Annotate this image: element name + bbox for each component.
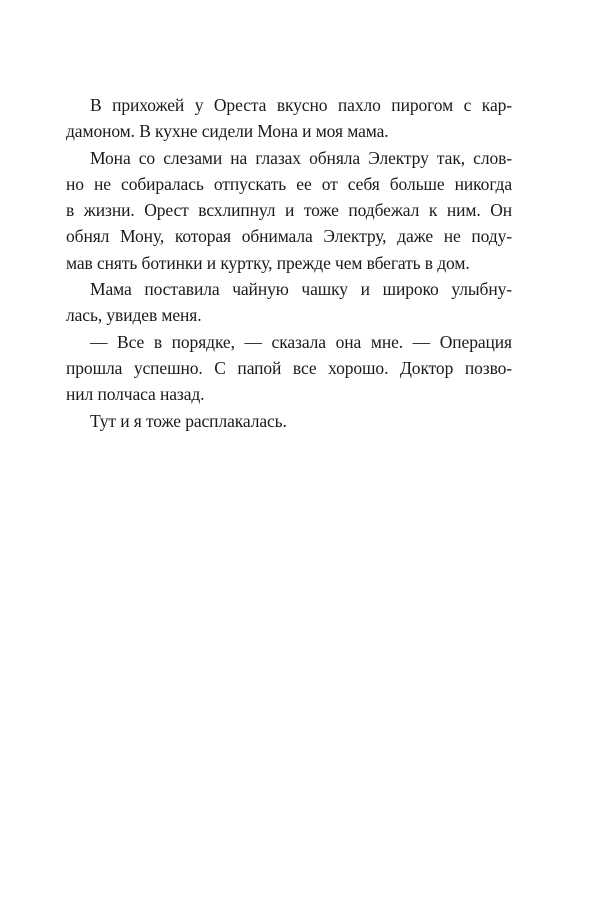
text-line: — Все в порядке, — сказала она мне. — Операция <box>90 331 512 352</box>
paragraph-4 <box>66 329 512 408</box>
text-line: Мама поставила чайную чашку и широко улыбну- <box>90 279 512 300</box>
paragraph-2 <box>66 145 512 276</box>
paragraph-1 <box>66 92 512 145</box>
text-line: но не собиралась отпускать ее от себя больше никогда <box>66 173 512 194</box>
paragraph-5 <box>66 408 512 434</box>
text-line: мав снять ботинки и куртку, прежде чем вбегать в дом. <box>66 252 470 273</box>
text-line: лась, увидев меня. <box>66 305 202 326</box>
text-line: Тут и я тоже расплакалась. <box>90 410 287 431</box>
text-line: нил полчаса назад. <box>66 384 205 405</box>
text-line: прошла успешно. С папой все хорошо. Доктор позво- <box>66 357 512 378</box>
paragraph-3 <box>66 276 512 329</box>
text-line: дамоном. В кухне сидели Мона и моя мама. <box>66 121 389 142</box>
page-text <box>66 92 512 434</box>
text-line: В прихожей у Ореста вкусно пахло пирогом с кар- <box>90 95 512 115</box>
text-line: Мона со слезами на глазах обняла Электру так, слов- <box>90 147 512 168</box>
text-line: обнял Мону, которая обнимала Электру, даже не поду- <box>66 226 512 247</box>
text-line: в жизни. Орест всхлипнул и тоже подбежал к ним. Он <box>66 200 512 221</box>
